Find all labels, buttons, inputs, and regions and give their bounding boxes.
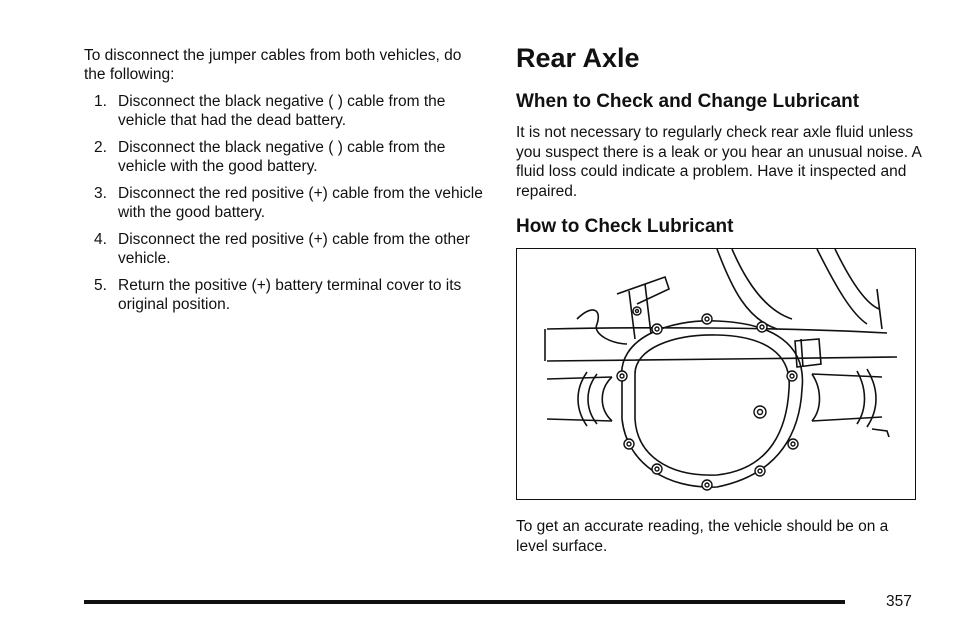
- rear-axle-illustration: [516, 248, 916, 500]
- step-number: 2.: [94, 139, 107, 156]
- step-number: 5.: [94, 277, 107, 294]
- step-text: Disconnect the black negative ( ) cable from the vehicle with the good battery.: [118, 139, 446, 175]
- section-title: Rear Axle: [516, 43, 640, 73]
- disconnect-steps-list: [84, 92, 484, 314]
- step-text: Disconnect the red positive (+) cable from the other vehicle.: [118, 231, 470, 267]
- step-text: Disconnect the red positive (+) cable from the vehicle with the good battery.: [118, 185, 483, 221]
- list-item: [84, 92, 484, 130]
- list-item: [84, 138, 484, 176]
- step-number: 1.: [94, 93, 107, 110]
- step-number: 3.: [94, 185, 107, 202]
- left-column: [84, 46, 484, 322]
- figure-caption: To get an accurate reading, the vehicle should be on a level surface.: [516, 518, 889, 555]
- list-item: [84, 276, 484, 314]
- step-text: Return the positive (+) battery terminal cover to its original position.: [118, 277, 462, 313]
- step-number: 4.: [94, 231, 107, 248]
- intro-text: To disconnect the jumper cables from both vehicles, do the following:: [84, 47, 462, 83]
- step-text: Disconnect the black negative ( ) cable from the vehicle that had the dead battery.: [118, 93, 446, 129]
- list-item: [84, 230, 484, 268]
- rear-axle-drawing: [517, 249, 915, 499]
- page-number: 357: [886, 593, 912, 610]
- footer-rule: [84, 600, 845, 604]
- right-column: [516, 40, 921, 572]
- subheading-when-to-check: When to Check and Change Lubricant: [516, 91, 860, 112]
- body-text: It is not necessary to regularly check rear axle fluid unless you suspect there is a leak or you hear an unusual noise. A fluid loss could indicate a problem. Have it inspected and repaired.: [516, 124, 921, 200]
- subheading-how-to-check: How to Check Lubricant: [516, 216, 734, 237]
- list-item: [84, 184, 484, 222]
